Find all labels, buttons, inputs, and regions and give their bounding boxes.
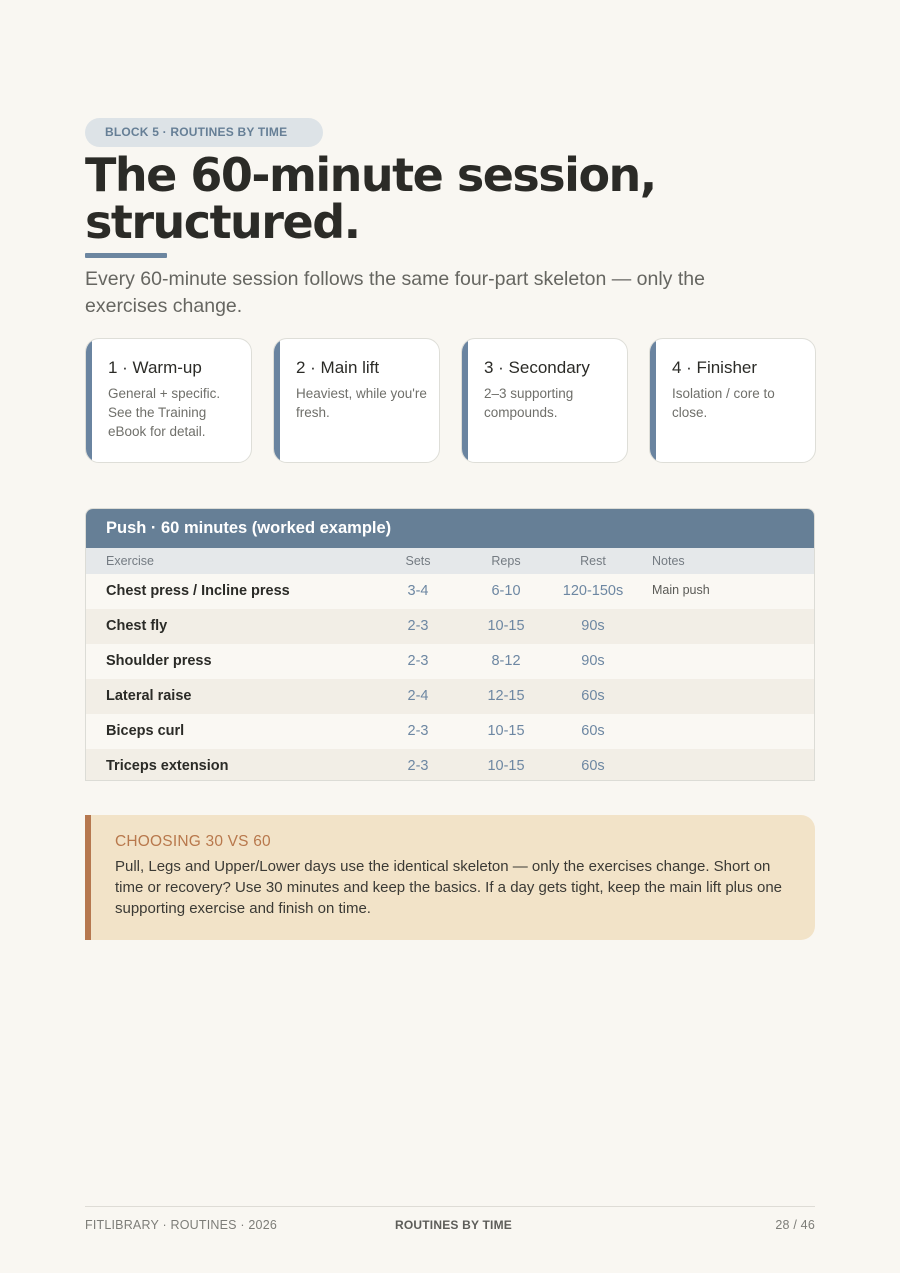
step-accent-bar <box>86 339 92 462</box>
cell-sets: 2-3 <box>407 653 429 669</box>
callout-box <box>85 815 815 940</box>
column-header-notes: Notes <box>652 554 685 568</box>
step-accent-bar <box>462 339 468 462</box>
step-description: General + specific. See the Training eBook for detail. <box>108 386 221 439</box>
step-description: Isolation / core to close. <box>672 386 775 420</box>
column-header-reps: Reps <box>491 554 521 568</box>
table-row <box>86 574 814 609</box>
title-line-2: structured. <box>85 195 360 249</box>
footer-left: FITLIBRARY · ROUTINES · 2026 <box>85 1218 277 1232</box>
step-card-main-lift <box>273 338 440 463</box>
cell-exercise: Triceps extension <box>106 758 229 774</box>
table-row <box>86 749 814 781</box>
table-row <box>86 679 814 714</box>
footer-section: ROUTINES BY TIME <box>395 1218 512 1232</box>
cell-rest: 60s <box>581 758 605 774</box>
footer-divider <box>85 1206 815 1207</box>
step-description: 2–3 supporting compounds. <box>484 386 574 420</box>
section-tag: BLOCK 5 · ROUTINES BY TIME <box>85 118 323 147</box>
cell-exercise: Shoulder press <box>106 653 212 669</box>
step-card-secondary <box>461 338 628 463</box>
column-header-rest: Rest <box>580 554 606 568</box>
step-title: 2 · Main lift <box>296 358 380 377</box>
table-column-headers <box>86 548 814 574</box>
title-line-1: The 60-minute session, <box>85 148 656 202</box>
cell-sets: 2-3 <box>407 758 429 774</box>
cell-sets: 3-4 <box>407 583 429 599</box>
cell-reps: 10-15 <box>487 618 525 634</box>
cell-exercise: Chest fly <box>106 618 168 634</box>
column-header-sets: Sets <box>405 554 431 568</box>
table-row <box>86 609 814 644</box>
cell-rest: 90s <box>581 618 605 634</box>
column-header-exercise: Exercise <box>106 554 154 568</box>
callout-accent-bar <box>85 815 91 940</box>
cell-rest: 120-150s <box>562 583 624 599</box>
table-title: Push · 60 minutes (worked example) <box>86 509 814 548</box>
session-steps <box>85 338 815 463</box>
page-title <box>85 148 815 249</box>
cell-reps: 10-15 <box>487 758 525 774</box>
callout-title: CHOOSING 30 VS 60 <box>115 833 271 850</box>
step-card-warm-up <box>85 338 252 463</box>
step-accent-bar <box>274 339 280 462</box>
step-accent-bar <box>650 339 656 462</box>
workout-table <box>85 508 815 781</box>
cell-rest: 60s <box>581 688 605 704</box>
cell-exercise: Chest press / Incline press <box>106 583 290 599</box>
cell-reps: 12-15 <box>487 688 525 704</box>
step-description: Heaviest, while you're fresh. <box>296 386 427 420</box>
table-row <box>86 714 814 749</box>
cell-reps: 10-15 <box>487 723 525 739</box>
cell-rest: 90s <box>581 653 605 669</box>
step-card-finisher <box>649 338 816 463</box>
title-underline <box>85 253 167 258</box>
page-subtitle: Every 60-minute session follows the same four-part skeleton — only the exercises change. <box>85 268 705 317</box>
cell-exercise: Lateral raise <box>106 688 192 704</box>
table-row <box>86 644 814 679</box>
cell-sets: 2-3 <box>407 618 429 634</box>
cell-exercise: Biceps curl <box>106 723 185 739</box>
cell-sets: 2-3 <box>407 723 429 739</box>
cell-notes: Main push <box>652 583 710 597</box>
step-title: 3 · Secondary <box>484 358 590 377</box>
callout-body: Pull, Legs and Upper/Lower days use the identical skeleton — only the exercises change. Short on time or recovery? Use 30 minutes and keep the basics. If a day gets tight, keep the main lift plus one supporting exercise and finish on time. <box>115 858 783 917</box>
cell-rest: 60s <box>581 723 605 739</box>
cell-sets: 2-4 <box>407 688 429 704</box>
step-title: 1 · Warm-up <box>108 358 202 377</box>
cell-reps: 8-12 <box>491 653 521 669</box>
page-number: 28 / 46 <box>775 1218 815 1232</box>
step-title: 4 · Finisher <box>672 358 758 377</box>
page <box>85 0 815 1273</box>
cell-reps: 6-10 <box>491 583 521 599</box>
